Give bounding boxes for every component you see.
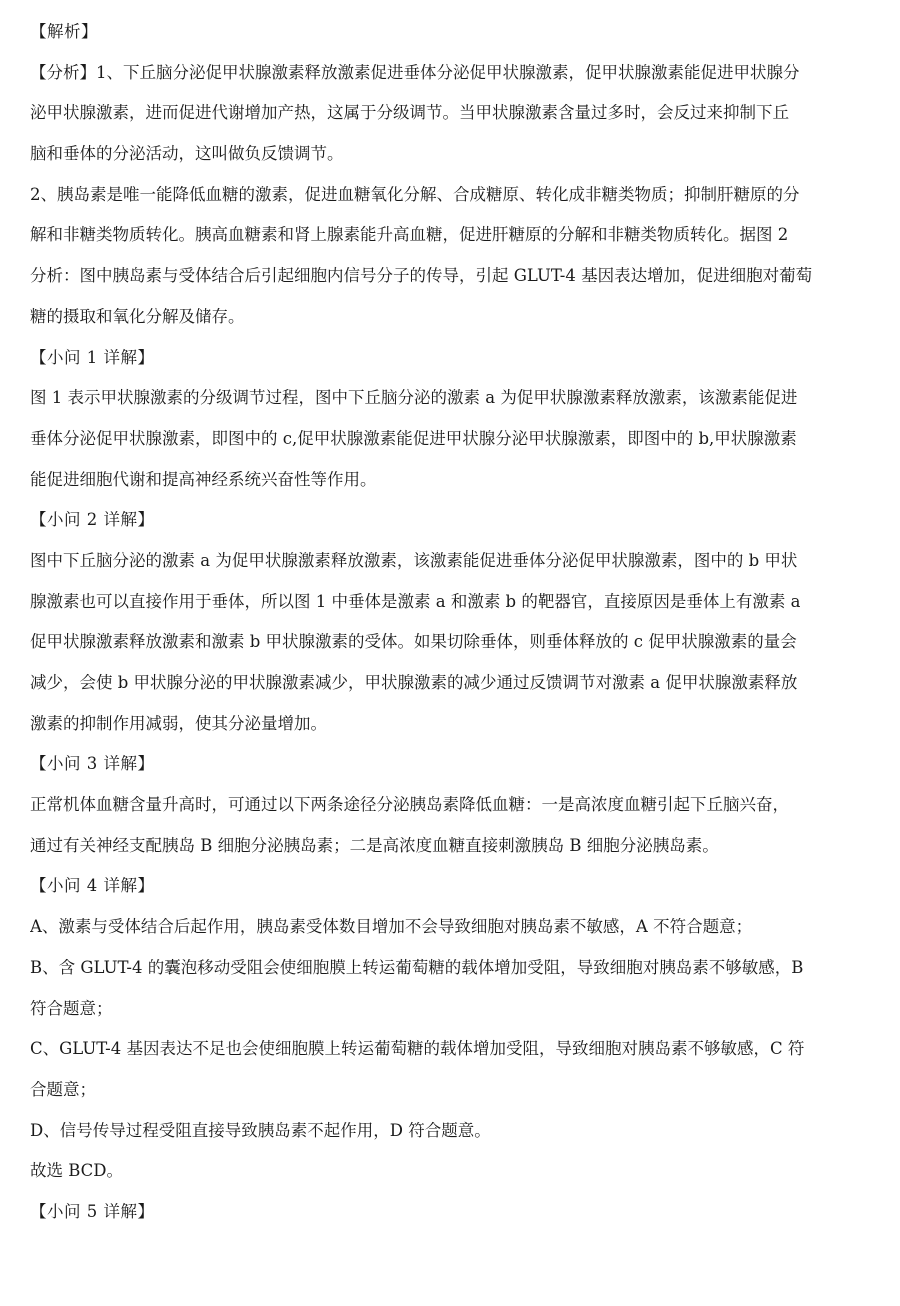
section-heading-q4: 【小问 4 详解】 — [30, 876, 155, 896]
text-line: 糖的摄取和氧化分解及储存。 — [30, 306, 245, 326]
text-line: 泌甲状腺激素，进而促进代谢增加产热，这属于分级调节。当甲状腺激素含量过多时，会反过来抑制下丘 — [30, 103, 789, 123]
text-line: 激素的抑制作用减弱，使其分泌量增加。 — [30, 713, 327, 733]
text-line: 脑和垂体的分泌活动，这叫做负反馈调节。 — [30, 144, 344, 164]
text-line: 分析：图中胰岛素与受体结合后引起细胞内信号分子的传导，引起 GLUT-4 基因表达增加，促进细胞对葡萄 — [30, 266, 813, 286]
option-d-line: D、信号传导过程受阻直接导致胰岛素不起作用，D 符合题意。 — [30, 1120, 491, 1140]
text-line: 【分析】1、下丘脑分泌促甲状腺激素释放激素促进垂体分泌促甲状腺激素，促甲状腺激素能促进甲状腺分 — [30, 62, 800, 82]
section-heading-q1: 【小问 1 详解】 — [30, 347, 155, 367]
text-line: 通过有关神经支配胰岛 B 细胞分泌胰岛素；二是高浓度血糖直接刺激胰岛 B 细胞分泌胰岛素。 — [30, 835, 719, 855]
section-heading-analysis: 【解析】 — [30, 22, 98, 41]
text-line: 减少，会使 b 甲状腺分泌的甲状腺激素减少，甲状腺激素的减少通过反馈调节对激素 a 促甲状腺激素释放 — [30, 673, 798, 692]
option-c-line: C、GLUT-4 基因表达不足也会使细胞膜上转运葡萄糖的载体增加受阻，导致细胞对胰岛素不够敏感，C 符 — [30, 1039, 805, 1059]
text-line: 能促进细胞代谢和提高神经系统兴奋性等作用。 — [30, 469, 377, 489]
text-line: 合题意； — [30, 1079, 96, 1099]
text-line: 促甲状腺激素释放激素和激素 b 甲状腺激素的受体。如果切除垂体，则垂体释放的 c 促甲状腺激素的量会 — [30, 632, 797, 652]
option-a-line: A、激素与受体结合后起作用，胰岛素受体数目增加不会导致细胞对胰岛素不敏感，A 不符合题意； — [30, 917, 753, 937]
section-heading-q3: 【小问 3 详解】 — [30, 754, 155, 774]
text-line: 垂体分泌促甲状腺激素，即图中的 c,促甲状腺激素能促进甲状腺分泌甲状腺激素，即图中的 b,甲状腺激素 — [30, 428, 797, 448]
option-b-line: B、含 GLUT-4 的囊泡移动受阻会使细胞膜上转运葡萄糖的载体增加受阻，导致细胞对胰岛素不够敏感，B — [30, 957, 804, 977]
text-line: 正常机体血糖含量升高时，可通过以下两条途径分泌胰岛素降低血糖：一是高浓度血糖引起下丘脑兴奋， — [30, 795, 789, 815]
text-line: 图中下丘脑分泌的激素 a 为促甲状腺激素释放激素，该激素能促进垂体分泌促甲状腺激素，图中的 b 甲状 — [30, 550, 798, 570]
text-line: 解和非糖类物质转化。胰高血糖素和肾上腺素能升高血糖，促进肝糖原的分解和非糖类物质转化。据图 2 — [30, 225, 789, 245]
text-line: 图 1 表示甲状腺激素的分级调节过程，图中下丘脑分泌的激素 a 为促甲状腺激素释放激素，该激素能促进 — [30, 388, 798, 408]
answer-line: 故选 BCD。 — [30, 1161, 124, 1181]
text-line: 2、胰岛素是唯一能降低血糖的激素，促进血糖氧化分解、合成糖原、转化成非糖类物质；抑制肝糖原的分 — [30, 184, 800, 204]
section-heading-q5: 【小问 5 详解】 — [30, 1201, 155, 1221]
text-line: 符合题意； — [30, 998, 113, 1018]
document-page — [30, 12, 876, 1233]
text-line: 腺激素也可以直接作用于垂体，所以图 1 中垂体是激素 a 和激素 b 的靶器官，直接原因是垂体上有激素 a — [30, 591, 801, 611]
section-heading-q2: 【小问 2 详解】 — [30, 510, 155, 530]
